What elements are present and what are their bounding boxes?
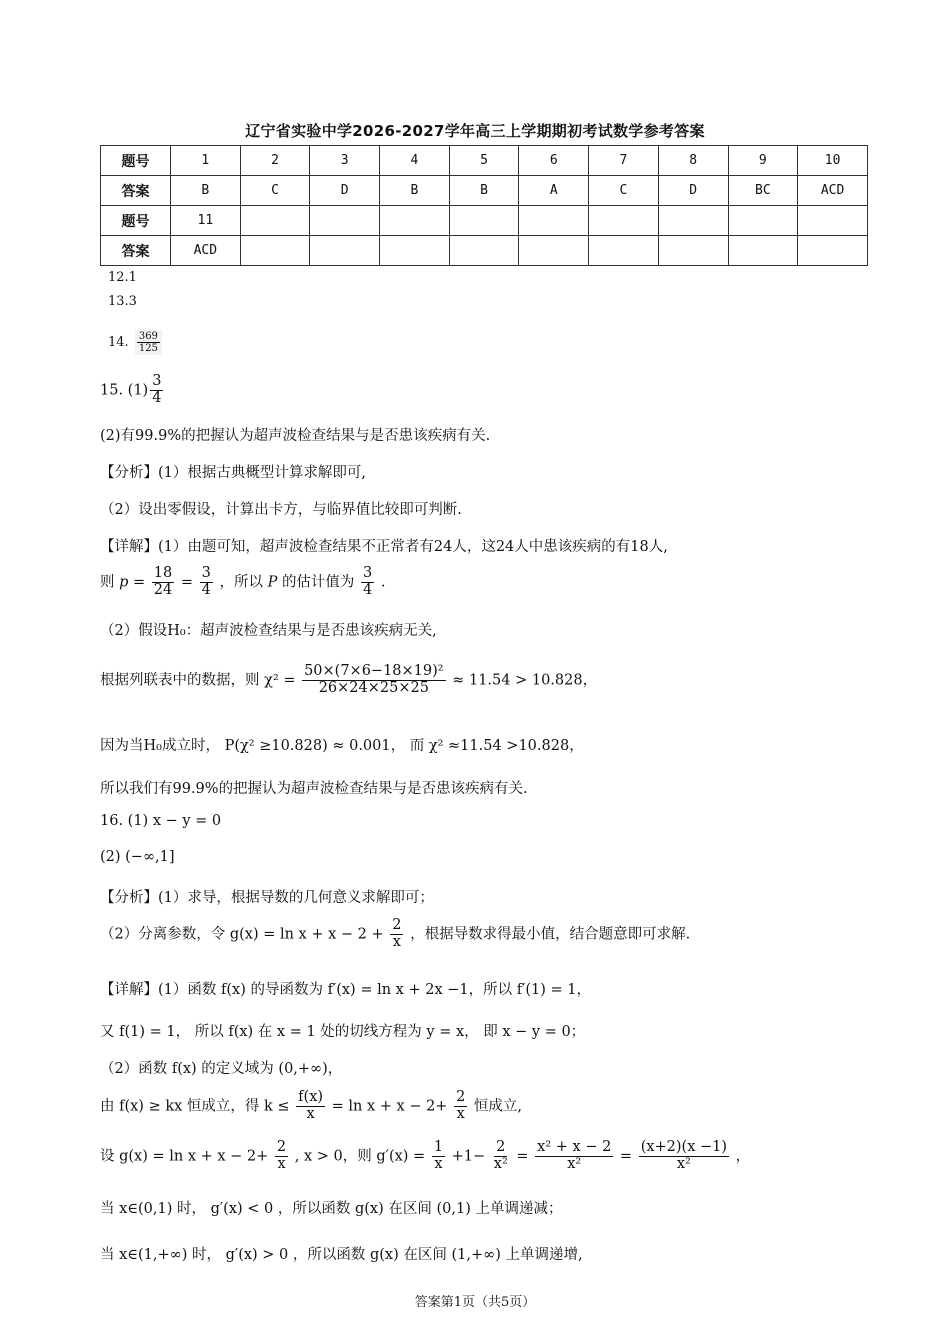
text: ，: [735, 1148, 751, 1165]
fraction: [535, 1140, 613, 1173]
text: 则: [100, 574, 115, 591]
table-header-cell: 答案: [101, 176, 171, 206]
table-cell: [519, 236, 589, 266]
fraction-denominator: x²: [676, 1155, 691, 1172]
table-cell: [449, 206, 519, 236]
text: 恒成立,: [473, 1098, 523, 1115]
table-cell: 7: [589, 146, 659, 176]
table-cell: [728, 236, 798, 266]
table-cell: [380, 236, 450, 266]
table-cell: [310, 236, 380, 266]
fraction: [275, 1140, 288, 1173]
fraction-numerator: 2: [392, 917, 402, 933]
text: =: [180, 574, 193, 591]
table-cell: [658, 206, 728, 236]
q16-analysis-1: 【分析】(1）求导，根据导数的几何意义求解即可；: [100, 890, 434, 906]
q16-detail-6: 当 x∈(0,1) 时， g′(x) < 0 ，所以函数 g(x) 在区间 (0,1) 上单调递减；: [100, 1201, 563, 1217]
fraction: [639, 1140, 729, 1173]
table-cell: 2: [240, 146, 310, 176]
table-cell: 11: [171, 206, 241, 236]
q15-detail-4: [100, 664, 597, 697]
q15-detail-5: 因为当H₀成立时， P(χ² ≥10.828) ≈ 0.001， 而 χ² ≈11.54 >10.828，: [100, 738, 584, 754]
fraction: [152, 566, 174, 599]
fraction-numerator: 2: [456, 1089, 466, 1105]
fraction-numerator: x² + x − 2: [537, 1139, 612, 1155]
page-footer: 答案第1页（共5页）: [414, 1295, 536, 1310]
fraction: [492, 1140, 510, 1173]
table-cell: 5: [449, 146, 519, 176]
table-cell: ACD: [798, 176, 868, 206]
text: ，根据导数求得最小值，结合题意即可求解.: [410, 926, 691, 943]
table-cell: [310, 206, 380, 236]
text: +1−: [451, 1148, 486, 1165]
q16-answer-2: (2) (−∞,1]: [100, 849, 175, 865]
table-cell: [449, 236, 519, 266]
table-cell: 8: [658, 146, 728, 176]
table-cell: B: [449, 176, 519, 206]
q15-label: 15. (1): [100, 382, 149, 399]
q16-detail-4: [100, 1090, 522, 1123]
fraction-denominator: 4: [152, 389, 162, 406]
q15-detail-1: 【详解】(1）由题可知，超声波检查结果不正常者有24人，这24人中患该疾病的有18人,: [100, 539, 668, 555]
table-header-cell: 题号: [101, 146, 171, 176]
table-row: [101, 206, 868, 236]
fraction-denominator: x: [306, 1105, 315, 1122]
q15-analysis-1: 【分析】(1）根据古典概型计算求解即可,: [100, 465, 366, 481]
q16-detail-7: 当 x∈(1,+∞) 时， g′(x) > 0 ，所以函数 g(x) 在区间 (1,+∞) 上单调递增,: [100, 1247, 583, 1263]
fraction-numerator: 3: [363, 565, 373, 581]
table-cell: B: [171, 176, 241, 206]
table-cell: [658, 236, 728, 266]
fraction-denominator: 24: [153, 581, 173, 598]
table-cell: 4: [380, 146, 450, 176]
table-cell: C: [589, 176, 659, 206]
text: 根据列联表中的数据，则 χ² =: [100, 672, 296, 689]
answer-14-label: 14.: [108, 335, 129, 350]
q15-fraction: [150, 374, 163, 407]
table-cell: B: [380, 176, 450, 206]
table-cell: D: [310, 176, 380, 206]
fraction-numerator: 2: [496, 1139, 506, 1155]
answer-14-fraction: [135, 330, 162, 355]
table-cell: ACD: [171, 236, 241, 266]
fraction-denominator: x²: [493, 1155, 508, 1172]
q15-analysis-2: （2）设出零假设，计算出卡方，与临界值比较即可判断.: [100, 502, 462, 518]
fraction: [390, 918, 403, 951]
fraction-denominator: 4: [201, 581, 211, 598]
table-cell: D: [658, 176, 728, 206]
text: =: [619, 1148, 633, 1165]
answer-12: 12.1: [108, 270, 137, 285]
math-var: p: [119, 574, 129, 591]
answer-14: [108, 330, 164, 355]
table-cell: [728, 206, 798, 236]
table-row: [101, 146, 868, 176]
table-cell: 10: [798, 146, 868, 176]
q15-answer-2: (2)有99.9%的把握认为超声波检查结果与是否患该疾病有关.: [100, 428, 491, 444]
q16-answer-1: 16. (1) x − y = 0: [100, 813, 222, 829]
q15-detail-2: [100, 566, 386, 599]
fraction-denominator: x: [434, 1155, 443, 1172]
fraction-denominator: x: [392, 933, 401, 950]
q16-detail-3: （2）函数 f(x) 的定义域为 (0,+∞)，: [100, 1061, 343, 1077]
table-cell: 9: [728, 146, 798, 176]
text: .: [380, 574, 386, 591]
fraction-numerator: 2: [276, 1139, 287, 1155]
table-cell: 6: [519, 146, 589, 176]
fraction-denominator: 125: [138, 343, 158, 354]
table-cell: [798, 206, 868, 236]
fraction: [454, 1090, 467, 1123]
text: , x > 0，则 g′(x) =: [294, 1148, 426, 1165]
answer-table: [100, 145, 868, 266]
table-row: [101, 236, 868, 266]
text: 由 f(x) ≥ kx 恒成立，得 k ≤: [100, 1098, 290, 1115]
fraction-denominator: 4: [363, 581, 373, 598]
table-cell: [798, 236, 868, 266]
table-cell: 3: [310, 146, 380, 176]
table-header-cell: 题号: [101, 206, 171, 236]
fraction: [432, 1140, 445, 1173]
table-cell: [589, 236, 659, 266]
text: ，所以: [219, 574, 263, 591]
fraction-denominator: x: [456, 1105, 465, 1122]
fraction: [200, 566, 213, 599]
fraction-numerator: 369: [138, 331, 158, 342]
q16-detail-1: 【详解】(1）函数 f(x) 的导函数为 f′(x) = ln x + 2x −1，所以 f′(1) = 1，: [100, 982, 592, 998]
fraction: [361, 566, 374, 599]
table-header-cell: 答案: [101, 236, 171, 266]
text: =: [133, 574, 146, 591]
q15-detail-6: 所以我们有99.9%的把握认为超声波检查结果与是否患该疾病有关.: [100, 781, 528, 797]
q15-answer-1: [100, 374, 165, 407]
table-cell: C: [240, 176, 310, 206]
fraction: [296, 1090, 325, 1123]
q16-analysis-2: [100, 918, 690, 951]
table-row: [101, 176, 868, 206]
table-cell: [519, 206, 589, 236]
text: （2）分离参数，令 g(x) = ln x + x − 2 +: [100, 926, 384, 943]
table-cell: 1: [171, 146, 241, 176]
fraction-numerator: 3: [201, 565, 211, 581]
text: =: [516, 1148, 529, 1165]
fraction-numerator: 1: [433, 1139, 444, 1155]
fraction-numerator: f(x): [298, 1089, 324, 1105]
text: 的估计值为: [281, 574, 355, 591]
table-cell: [380, 206, 450, 236]
table-cell: BC: [728, 176, 798, 206]
fraction-denominator: x²: [567, 1155, 582, 1172]
chi-square-fraction: [302, 664, 446, 697]
fraction-numerator: 50×(7×6−18×19)²: [304, 663, 444, 679]
table-cell: [589, 206, 659, 236]
math-var: P: [267, 574, 278, 591]
fraction-numerator: (x+2)(x −1): [640, 1139, 728, 1155]
fraction-numerator: 18: [153, 565, 173, 581]
fraction-denominator: x: [277, 1155, 286, 1172]
table-cell: [240, 206, 310, 236]
q15-detail-3: （2）假设H₀：超声波检查结果与是否患该疾病无关,: [100, 623, 437, 639]
table-cell: A: [519, 176, 589, 206]
page-title: 辽宁省实验中学2026-2027学年高三上学期期初考试数学参考答案: [245, 122, 705, 140]
q16-detail-2: 又 f(1) = 1， 所以 f(x) 在 x = 1 处的切线方程为 y = x， 即 x − y = 0；: [100, 1024, 586, 1040]
q16-detail-5: [100, 1140, 750, 1173]
text: ≈ 11.54 > 10.828，: [452, 672, 598, 689]
fraction-denominator: 26×24×25×25: [318, 679, 429, 696]
table-cell: [240, 236, 310, 266]
answer-13: 13.3: [108, 294, 137, 309]
text: 设 g(x) = ln x + x − 2+: [100, 1148, 269, 1165]
text: = ln x + x − 2+: [331, 1098, 448, 1115]
fraction-numerator: 3: [152, 373, 162, 389]
